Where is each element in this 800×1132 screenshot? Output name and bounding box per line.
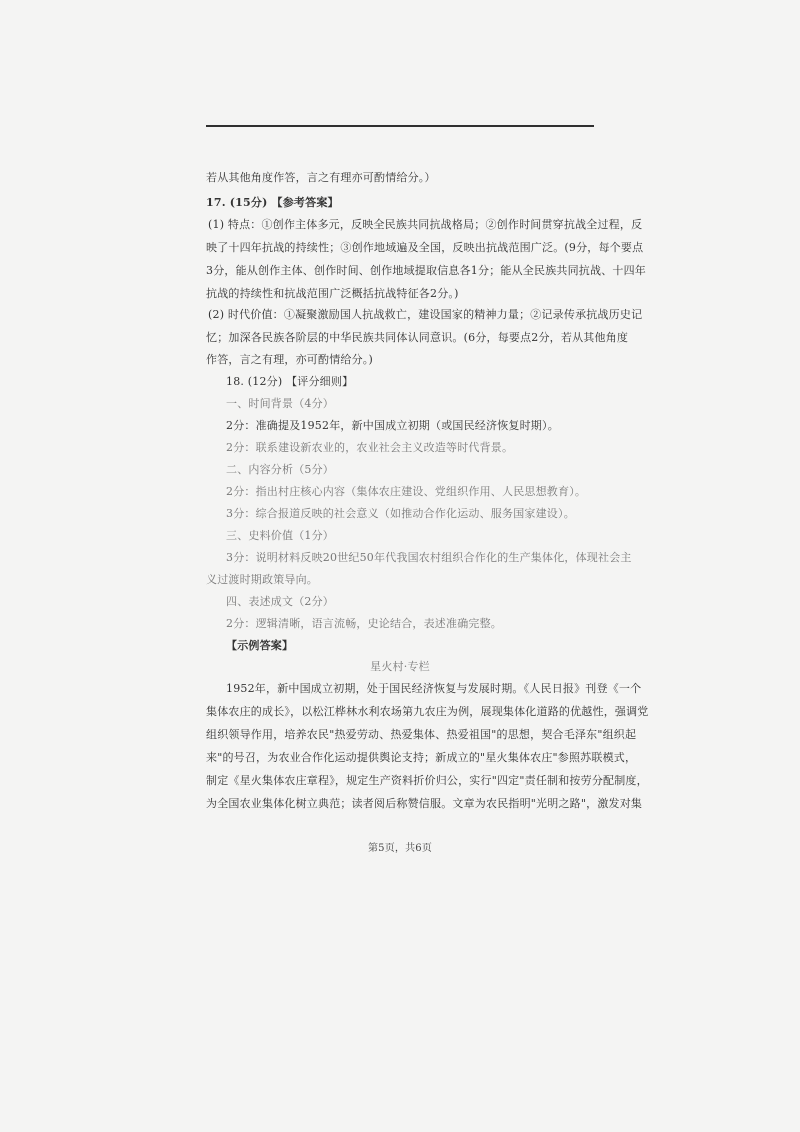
rubric-section: 二、内容分析（5分） bbox=[226, 463, 334, 476]
text-line: 3分，能从创作主体、创作时间、创作地域提取信息各1分；能从全民族共同抗战、十四年 bbox=[206, 264, 646, 277]
rubric-section: 三、史料价值（1分） bbox=[226, 529, 334, 542]
rubric-item: 3分：综合报道反映的社会意义（如推动合作化运动、服务国家建设）。 bbox=[226, 507, 575, 520]
sample-answer-heading: 【示例答案】 bbox=[226, 639, 294, 652]
text-line: 制定《星火集体农庄章程》，规定生产资料折价归公，实行"四定"责任制和按劳分配制度， bbox=[206, 774, 648, 787]
header-rule bbox=[206, 125, 594, 127]
text-line: 来"的号召，为农业合作化运动提供舆论支持；新成立的"星火集体农庄"参照苏联模式， bbox=[206, 751, 637, 764]
text-line: 1952年，新中国成立初期，处于国民经济恢复与发展时期。《人民日报》刊登《一个 bbox=[226, 682, 642, 695]
text-line: (2) 时代价值：①凝聚激励国人抗战救亡，建设国家的精神力量；②记录传承抗战历史记 bbox=[208, 308, 643, 321]
page-footer: 第5页，共6页 bbox=[367, 843, 433, 854]
text-line: 作答，言之有理，亦可酌情给分。) bbox=[206, 353, 373, 366]
text-line: 映了十四年抗战的持续性；③创作地域遍及全国，反映出抗战范围广泛。(9分，每个要点 bbox=[206, 241, 644, 254]
text-line: (1) 特点：①创作主体多元，反映全民族共同抗战格局；②创作时间贯穿抗战全过程，反 bbox=[208, 218, 643, 231]
rubric-item: 2分：准确提及1952年，新中国成立初期（或国民经济恢复时期）。 bbox=[226, 419, 559, 432]
rubric-section: 四、表述成文（2分） bbox=[226, 595, 334, 608]
text-line: 组织领导作用，培养农民"热爱劳动、热爱集体、热爱祖国"的思想，契合毛泽东"组织起 bbox=[206, 728, 637, 741]
rubric-item: 2分：指出村庄核心内容（集体农庄建设、党组织作用、人民思想教育）。 bbox=[226, 485, 587, 498]
text-line: 抗战的持续性和抗战范围广泛概括抗战特征各2分。) bbox=[206, 287, 459, 300]
question-17-heading: 17. (15分) 【参考答案】 bbox=[206, 196, 339, 209]
text-line: 忆；加深各民族各阶层的中华民族共同体认同意识。(6分，每要点2分，若从其他角度 bbox=[206, 331, 629, 344]
rubric-item: 3分：说明材料反映20世纪50年代我国农村组织合作化的生产集体化，体现社会主 bbox=[226, 551, 632, 564]
rubric-item: 2分：逻辑清晰，语言流畅，史论结合，表述准确完整。 bbox=[226, 617, 502, 630]
rubric-item: 2分：联系建设新农业的，农业社会主义改造等时代背景。 bbox=[226, 441, 514, 454]
question-18-heading: 18. (12分) 【评分细则】 bbox=[226, 375, 354, 388]
text-line: 为全国农业集体化树立典范；读者阅后称赞信服。文章为农民指明"光明之路"，激发对集 bbox=[206, 797, 643, 810]
text-line: 集体农庄的成长》，以松江桦林水利农场第九农庄为例，展现集体化道路的优越性，强调党 bbox=[206, 705, 649, 718]
rubric-section: 一、时间背景（4分） bbox=[226, 397, 334, 410]
text-line: 若从其他角度作答，言之有理亦可酌情给分。） bbox=[206, 171, 436, 184]
sample-answer-title: 星火村·专栏 bbox=[370, 660, 430, 673]
rubric-item: 义过渡时期政策导向。 bbox=[206, 573, 318, 586]
